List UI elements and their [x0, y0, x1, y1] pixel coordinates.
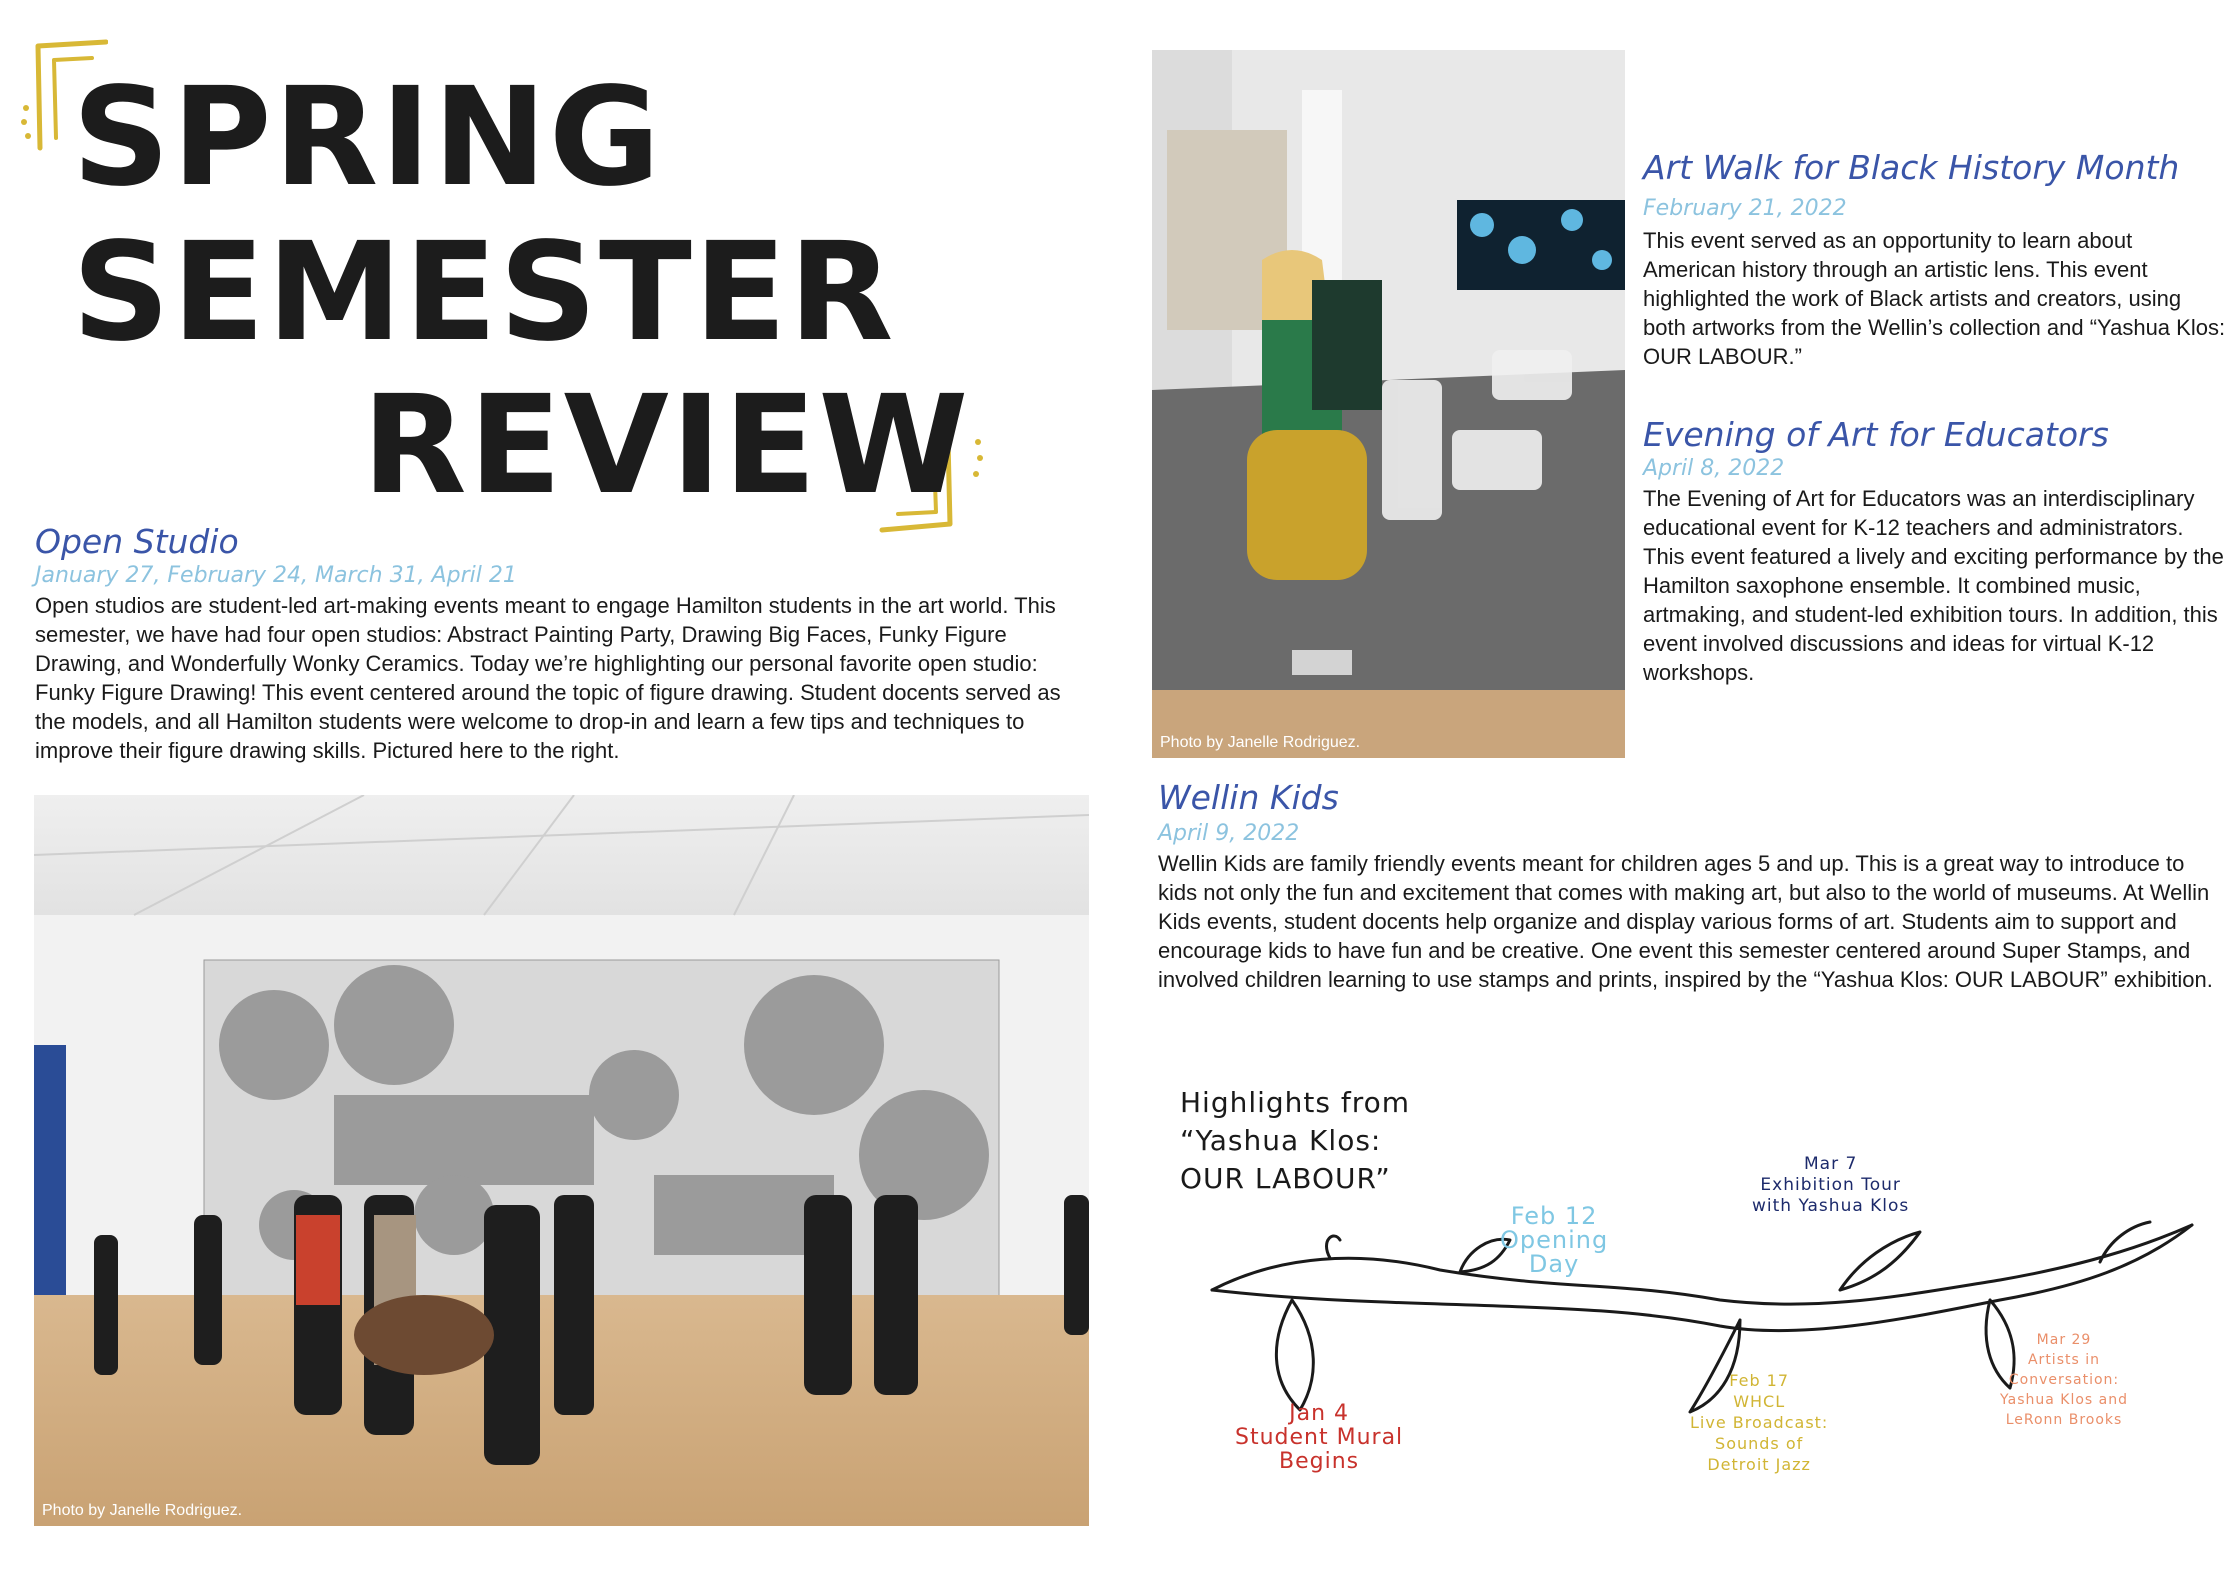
timeline-heading: Highlights from “Yashua Klos: OUR LABOUR”	[1180, 1086, 1411, 1195]
educators-body: The Evening of Art for Educators was an interdisciplinary educational event for K-12 teachers and administrators. This event featured a lively and exciting performance by the Hamilton saxophone ensemble. It combined music, artmaking, and student-led exhibition tours. In addition, this event involved discussions and ideas for virtual K-12 workshops.	[1643, 486, 2224, 685]
educators-date: April 8, 2022	[1643, 456, 1785, 481]
art-walk-body: This event served as an opportunity to learn about American history through an artistic lens. This event highlighted the work of Black artists and creators, using both artworks from the Wellin’s collection and “Yashua Klos: OUR LABOUR.”	[1643, 228, 2226, 369]
timeline-mar29: Mar 29 Artists in Conversation: Yashua Klos and LeRonn Brooks	[2000, 1332, 2128, 1428]
gallery-photo-credit: Photo by Janelle Rodriguez.	[42, 1502, 243, 1519]
title-line-semester: SEMESTER	[72, 214, 896, 372]
title-line-spring: SPRING	[72, 59, 663, 217]
open-studio-title: Open Studio	[35, 522, 239, 561]
studio-photo-credit: Photo by Janelle Rodriguez.	[1160, 734, 1361, 751]
wellin-kids-date: April 9, 2022	[1158, 821, 1300, 846]
timeline-jan4: Jan 4 Student Mural Begins	[1235, 1401, 1404, 1474]
educators-title: Evening of Art for Educators	[1643, 415, 2109, 454]
gallery-illustration	[34, 795, 1089, 1526]
timeline-feb12: Feb 12 Opening Day	[1500, 1202, 1609, 1278]
studio-photo	[1152, 50, 1625, 758]
open-studio-body: Open studios are student-led art-making events meant to engage Hamilton students in the art world. This semester, we have had four open studios: Abstract Painting Party, Drawing Big Faces, Funky Figure Drawing, and Wonderfully Wonky Ceramics. Today we’re highlighting our personal favorite open studio: Funky Figure Drawing! This event centered around the topic of figure drawing. Student docents served as the models, and all Hamilton students were welcome to drop-in and learn a few tips and techniques to improve their figure drawing skills. Pictured here to the right.	[35, 593, 1061, 763]
art-walk-date: February 21, 2022	[1643, 196, 1847, 221]
title-line-review: REVIEW	[362, 367, 971, 525]
studio-illustration	[1152, 50, 1625, 758]
gallery-photo	[34, 795, 1089, 1526]
wellin-kids-body: Wellin Kids are family friendly events meant for children ages 5 and up. This is a great way to introduce to kids not only the fun and excitement that comes with making art, but also to the world of museums. At Wellin Kids events, student docents help organize and display various forms of art. Students aim to support and encourage kids to have fun and be creative. One event this semester centered around Super Stamps, and involved children learning to use stamps and prints, inspired by the “Yashua Klos: OUR LABOUR” exhibition.	[1158, 851, 2213, 992]
timeline-feb17: Feb 17 WHCL Live Broadcast: Sounds of Detroit Jazz	[1690, 1371, 1829, 1474]
open-studio-date: January 27, February 24, March 31, April 21	[35, 563, 517, 588]
art-walk-title: Art Walk for Black History Month	[1643, 148, 2180, 187]
timeline-mar7: Mar 7 Exhibition Tour with Yashua Klos	[1752, 1154, 1910, 1216]
wellin-kids-title: Wellin Kids	[1158, 778, 1339, 817]
